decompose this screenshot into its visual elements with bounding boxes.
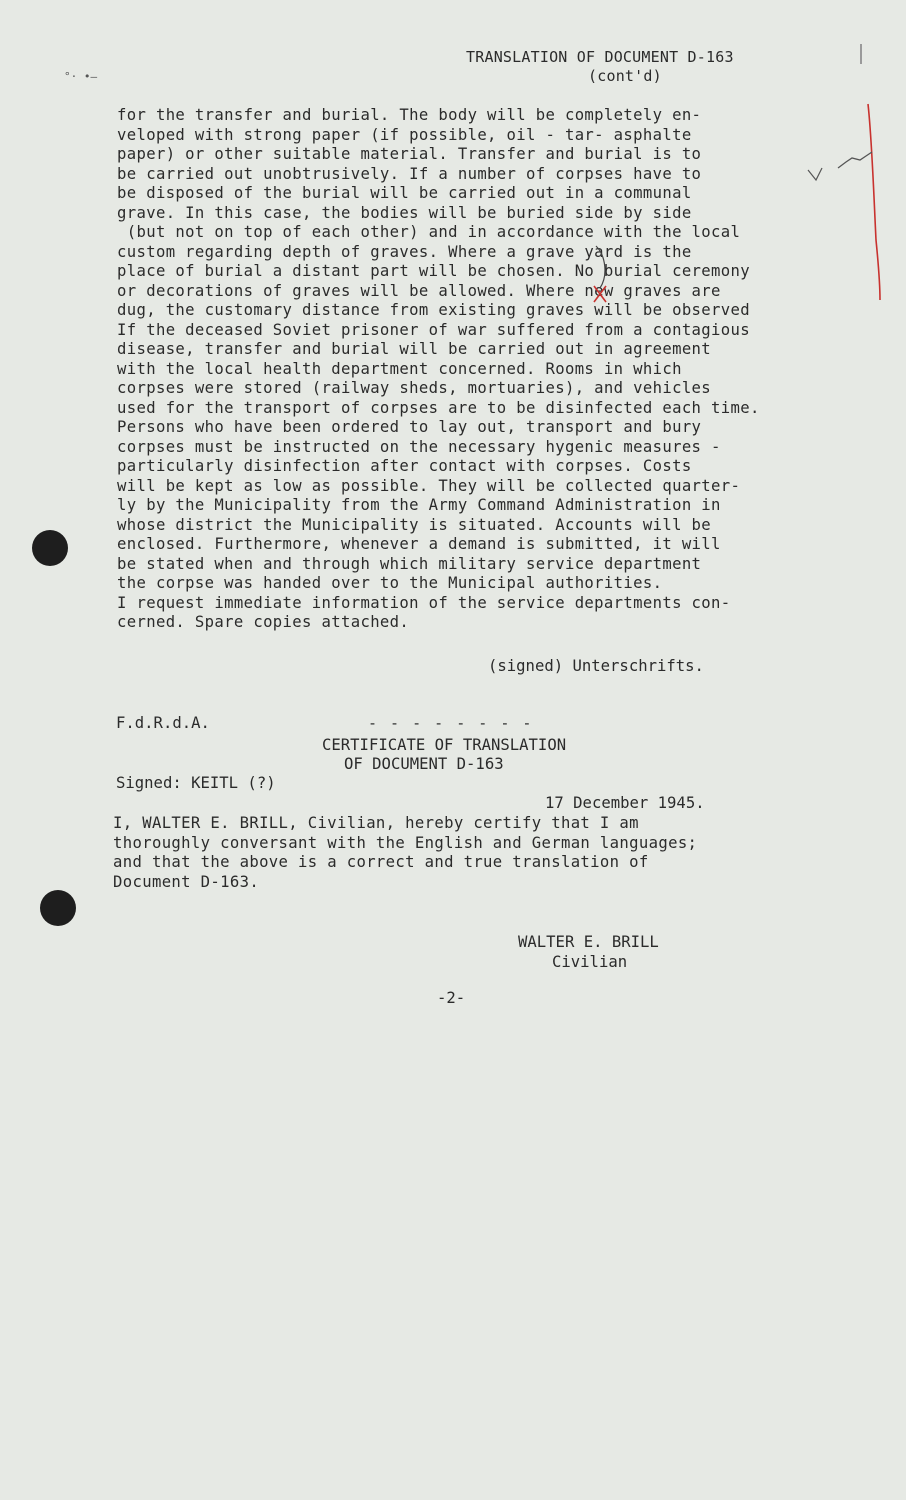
- body-line: custom regarding depth of graves. Where a grave yard is the: [117, 242, 692, 261]
- body-line: will be kept as low as possible. They will be collected quarter-: [117, 476, 741, 495]
- body-line: used for the transport of corpses are to be disinfected each time.: [117, 398, 760, 417]
- section-separator: - - - - - - - -: [368, 714, 534, 732]
- body-line: Persons who have been ordered to lay out, transport and bury: [117, 418, 702, 436]
- body-line: I request immediate information of the service departments con-: [117, 593, 731, 612]
- body-line: corpses must be instructed on the necessary hygenic measures -: [117, 437, 721, 456]
- authentication-block: [116, 673, 276, 833]
- body-line: (but not on top of each other) and in accordance with the local: [117, 223, 741, 241]
- body-line: grave. In this case, the bodies will be buried side by side: [117, 203, 692, 222]
- certificate-title: [322, 736, 566, 774]
- header-title: TRANSLATION OF DOCUMENT D-163: [466, 48, 734, 66]
- fdrda-line: F.d.R.d.A.: [116, 714, 210, 732]
- signature-block: [518, 932, 659, 972]
- certificate-title-line2: OF DOCUMENT D-163: [344, 755, 504, 773]
- certificate-date: 17 December 1945.: [545, 794, 705, 812]
- certificate-line: I, WALTER E. BRILL, Civilian, hereby certify that I am: [113, 814, 639, 832]
- body-line: disease, transfer and burial will be carried out in agreement: [117, 340, 712, 358]
- signer-title: Civilian: [552, 953, 628, 971]
- body-line: place of burial a distant part will be chosen. No burial ceremony: [117, 262, 750, 280]
- body-line: be carried out unobtrusively. If a number of corpses have to: [117, 164, 702, 183]
- body-line: ly by the Municipality from the Army Command Administration in: [117, 496, 721, 514]
- body-line: dug, the customary distance from existing graves will be observed: [117, 301, 750, 319]
- punch-hole: [40, 890, 76, 926]
- body-line: corpses were stored (railway sheds, mortuaries), and vehicles: [117, 379, 712, 397]
- certificate-line: thoroughly conversant with the English and German languages;: [113, 833, 698, 852]
- punch-hole: [32, 530, 68, 566]
- signer-name: WALTER E. BRILL: [518, 933, 659, 951]
- body-line: cerned. Spare copies attached.: [117, 613, 410, 631]
- body-line: the corpse was handed over to the Municipal authorities.: [117, 574, 663, 592]
- body-line: whose district the Municipality is situated. Accounts will be: [117, 515, 712, 534]
- body-line: for the transfer and burial. The body will be completely en-: [117, 106, 702, 124]
- certificate-line: Document D-163.: [113, 872, 260, 891]
- body-line: with the local health department concerned. Rooms in which: [117, 359, 682, 378]
- corner-mark: °· •–: [64, 70, 98, 83]
- signed-keitl-line: Signed: KEITL (?): [116, 774, 276, 792]
- body-line: paper) or other suitable material. Transfer and burial is to: [117, 145, 702, 163]
- edge-mark: [860, 44, 862, 64]
- page-number: -2-: [437, 989, 466, 1007]
- body-line: be stated when and through which military service department: [117, 554, 702, 573]
- certificate-title-line1: CERTIFICATE OF TRANSLATION: [322, 736, 567, 754]
- body-line: or decorations of graves will be allowed. Where new graves are: [117, 281, 721, 300]
- body-line: veloped with strong paper (if possible, oil - tar- asphalte: [117, 125, 692, 144]
- letter-body: [117, 106, 877, 633]
- certificate-line: and that the above is a correct and true translation of: [113, 853, 649, 872]
- document-header: [466, 48, 734, 86]
- body-line: enclosed. Furthermore, whenever a demand is submitted, it will: [117, 535, 721, 553]
- certificate-body: [113, 814, 697, 892]
- body-line: particularly disinfection after contact with corpses. Costs: [117, 457, 692, 475]
- signed-unterschrifts: (signed) Unterschrifts.: [488, 657, 704, 675]
- header-contd: (cont'd): [588, 67, 662, 85]
- body-line: be disposed of the burial will be carried out in a communal: [117, 184, 692, 202]
- body-line: If the deceased Soviet prisoner of war suffered from a contagious: [117, 320, 750, 339]
